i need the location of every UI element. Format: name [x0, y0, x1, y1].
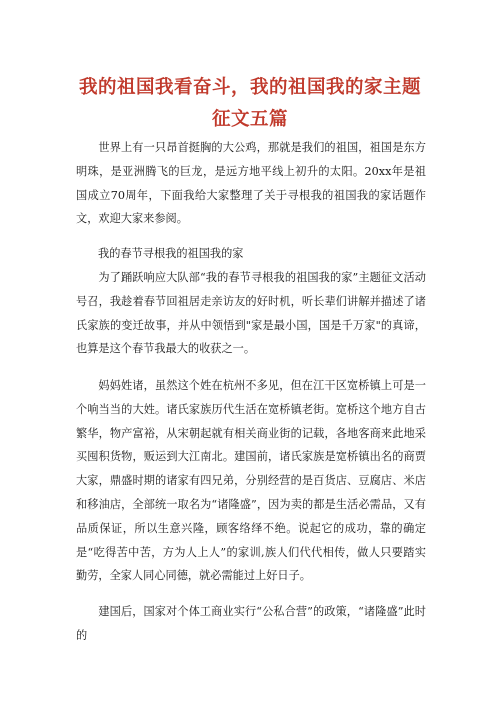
section-heading: 我的春节寻根我的祖国我的家 — [98, 247, 244, 260]
body-paragraph-3: 建国后，国家对个体工商业实行“公私合营”的政策，“诸隆盛”此时的 — [76, 605, 426, 642]
body-paragraph-2: 妈妈姓诸，虽然这个姓在杭州不多见，但在江干区宽桥镇上可是一个响当当的大姓。诸氏家族历代生活在宽桥镇老街。宽桥这个地方自古繁华，物产富裕，从宋朝起就有相关商业街的记载，各地客商来此地采买囤积货物，贩运到大江南北。建国前，诸氏家族是宽桥镇出名的商贾大家，鼎盛时期的诸家有四兄弟，分别经营的是百货店、豆腐店、米店和移油店，全部统一取名为“诸隆盛”，因为卖的都是生活必需品，又有品质保证，所以生意兴隆，顾客络绎不绝。说起它的成功，靠的确定是“吃得苦中苦，方为人上人”的家训,族人们代代相传，做人只要踏实勤劳，全家人同心同德，就必需能过上好日子。 — [76, 379, 426, 583]
body-paragraph-1: 为了踊跃响应大队部“我的春节寻根我的祖国我的家”主题征文活动号召，我趁着春节回祖居走亲访友的好时机，听长辈们讲解并描述了诸氏家族的变迁故事，并从中领悟到"家是最小国，国是千万家"的真谛，也算是这个春节我最大的收获之一。 — [76, 271, 426, 356]
intro-paragraph: 世界上有一只昂首挺胸的大公鸡，那就是我们的祖国，祖国是东方明珠，是亚洲腾飞的巨龙，是远方地平线上初升的太阳。20xx年是祖国成立70周年，下面我给大家整理了关于寻根我的祖国我的家话题作文，欢迎大家来参阅。 — [76, 141, 426, 226]
document-title: 我的祖国我看奋斗，我的祖国我的家主题征文五篇 — [78, 77, 421, 131]
